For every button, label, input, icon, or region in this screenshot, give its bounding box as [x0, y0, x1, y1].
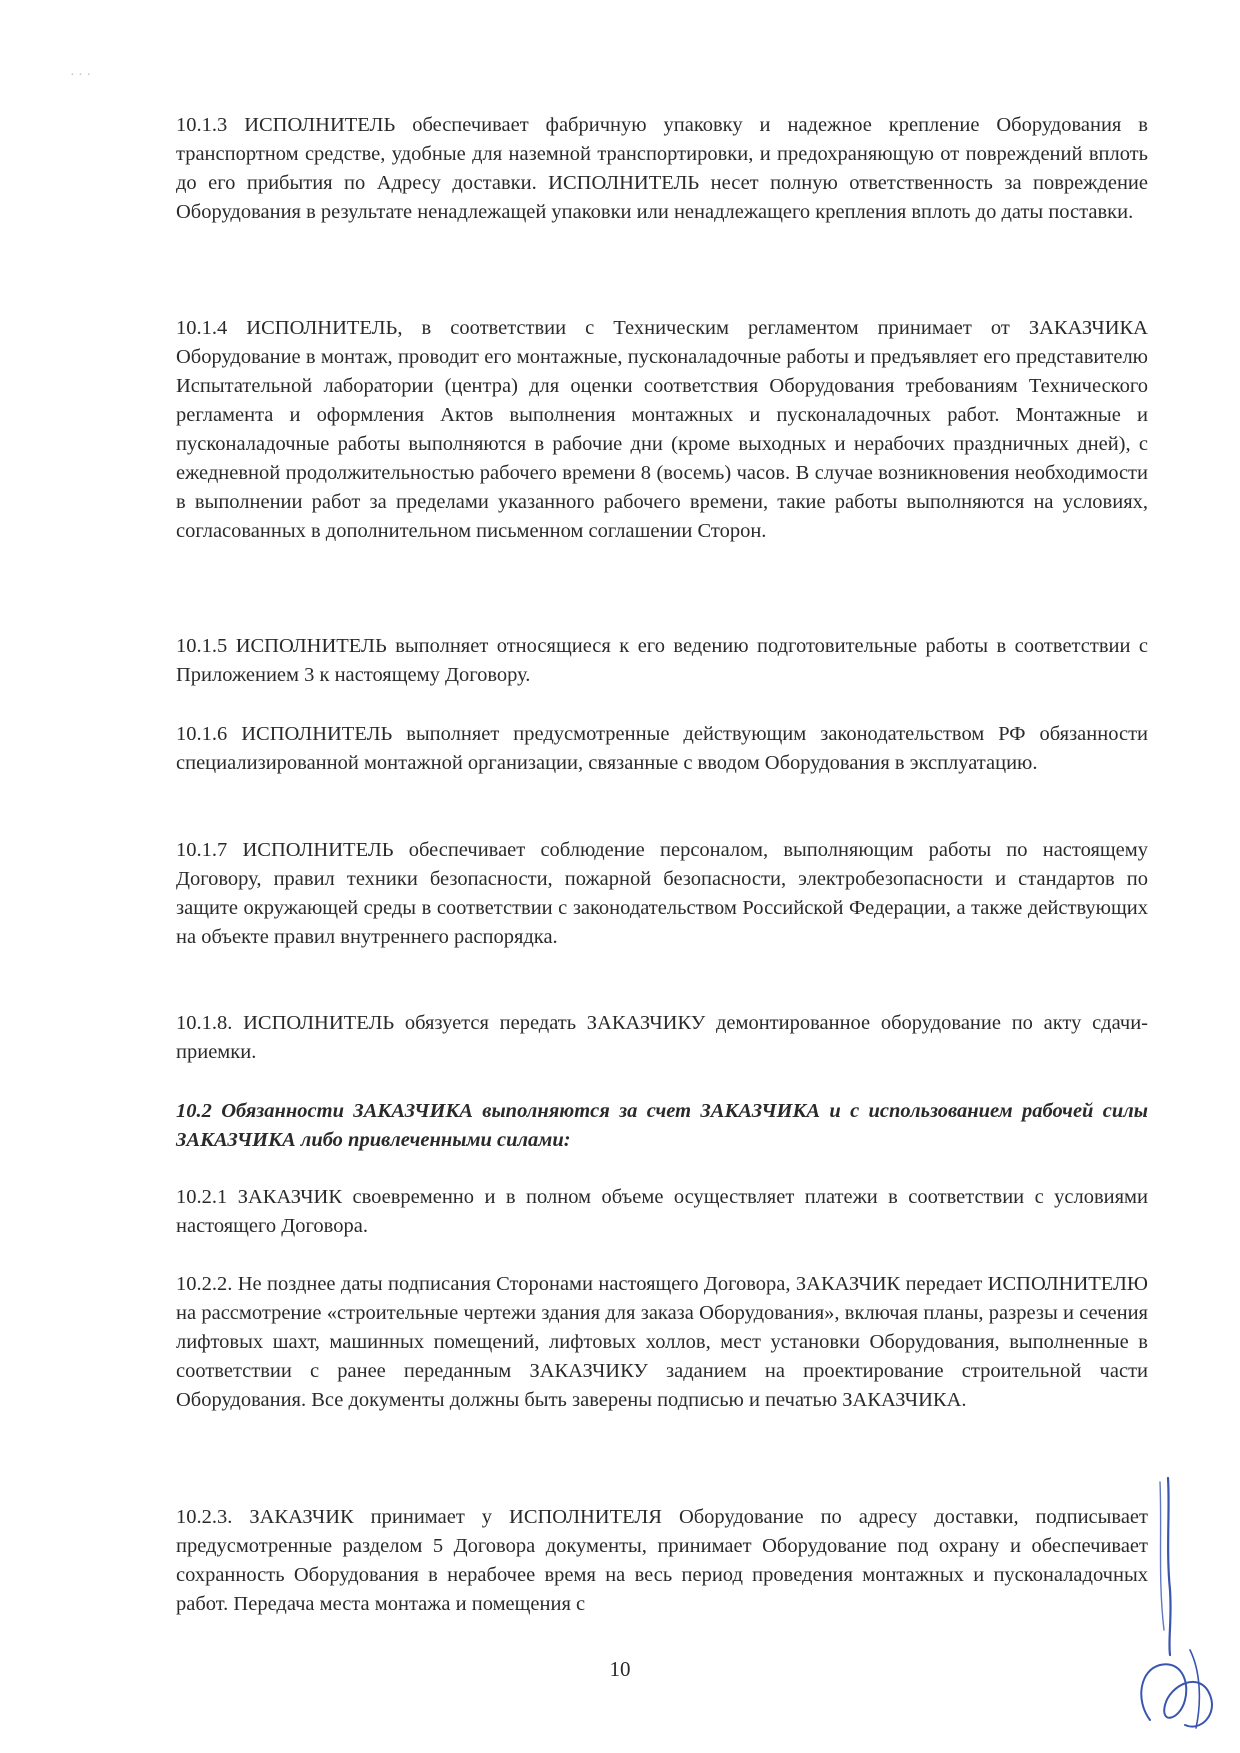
paragraph-10-2-3: [176, 1503, 1148, 1619]
paragraph-text: 10.1.6 ИСПОЛНИТЕЛЬ выполняет предусмотренные действующим законодательством РФ обязанности специализированной монтажной организации, связанные с вводом Оборудования в эксплуатацию.: [176, 723, 1148, 774]
paragraph-10-1-8: [176, 1009, 1148, 1067]
paragraph-text: 10.1.4 ИСПОЛНИТЕЛЬ, в соответствии с Техническим регламентом принимает от ЗАКАЗЧИКА Оборудование в монтаж, проводит его монтажные, пусконаладочные работы и предъявляет его представителю Испытательной лаборатории (центра) для оценки соответствия Оборудования требованиям Технического регламента и оформления Актов выполнения монтажных и пусконаладочных работ. Монтажные и пусконаладочные работы выполняются в рабочие дни (кроме выходных и нерабочих праздничных дней), с ежедневной продолжительностью рабочего времени 8 (восемь) часов. В случае возникновения необходимости в выполнении работ за пределами указанного рабочего времени, такие работы выполняются на условиях, согласованных в дополнительном письменном соглашении Сторон.: [176, 317, 1148, 542]
paragraph-10-1-5: [176, 632, 1148, 690]
paragraph-text: 10.2.3. ЗАКАЗЧИК принимает у ИСПОЛНИТЕЛЯ Оборудование по адресу доставки, подписывает предусмотренные разделом 5 Договора документы, принимает Оборудование под охрану и обеспечивает сохранность Оборудования в нерабочее время на весь период проведения монтажных и пусконаладочных работ. Передача места монтажа и помещения с: [176, 1506, 1148, 1615]
paragraph-text: 10.1.8. ИСПОЛНИТЕЛЬ обязуется передать ЗАКАЗЧИКУ демонтированное оборудование по акту сдачи-приемки.: [176, 1012, 1148, 1063]
paragraph-text: 10.1.3 ИСПОЛНИТЕЛЬ обеспечивает фабричную упаковку и надежное крепление Оборудования в транспортном средстве, удобные для наземной транспортировки, и предохраняющую от повреждений вплоть до его прибытия по Адресу доставки. ИСПОЛНИТЕЛЬ несет полную ответственность за повреждение Оборудования в результате ненадлежащей упаковки или ненадлежащего крепления вплоть до даты поставки.: [176, 114, 1148, 223]
paragraph-text: 10.1.5 ИСПОЛНИТЕЛЬ выполняет относящиеся к его ведению подготовительные работы в соответствии с Приложением 3 к настоящему Договору.: [176, 635, 1148, 686]
paragraph-10-1-3: [176, 111, 1148, 227]
page-number: 10: [609, 1657, 631, 1681]
paragraph-10-1-4: [176, 314, 1148, 546]
handwritten-signature: [1130, 1470, 1230, 1740]
paragraph-text: 10.2.1 ЗАКАЗЧИК своевременно и в полном объеме осуществляет платежи в соответствии с условиями настоящего Договора.: [176, 1186, 1148, 1237]
paragraph-10-1-6: [176, 720, 1148, 778]
scan-artifact: · · ·: [70, 68, 91, 83]
paragraph-10-1-7: [176, 836, 1148, 952]
paragraph-10-2-2: [176, 1270, 1148, 1415]
signature-mark: [1130, 1470, 1230, 1740]
paragraph-text: 10.2.2. Не позднее даты подписания Сторонами настоящего Договора, ЗАКАЗЧИК передает ИСПОЛНИТЕЛЮ на рассмотрение «строительные чертежи здания для заказа Оборудования», включая планы, разрезы и сечения лифтовых шахт, машинных помещений, лифтовых холлов, мест установки Оборудования, выполненные в соответствии с ранее переданным ЗАКАЗЧИКУ заданием на проектирование строительной части Оборудования. Все документы должны быть заверены подписью и печатью ЗАКАЗЧИКА.: [176, 1273, 1148, 1411]
heading-text: 10.2 Обязанности ЗАКАЗЧИКА выполняются за счет ЗАКАЗЧИКА и с использованием рабочей силы ЗАКАЗЧИКА либо привлеченными силами:: [176, 1100, 1148, 1151]
paragraph-text: 10.1.7 ИСПОЛНИТЕЛЬ обеспечивает соблюдение персоналом, выполняющим работы по настоящему Договору, правил техники безопасности, пожарной безопасности, электробезопасности и стандартов по защите окружающей среды в соответствии с законодательством Российской Федерации, а также действующих на объекте правил внутреннего распорядка.: [176, 839, 1148, 948]
paragraph-10-2-1: [176, 1183, 1148, 1241]
section-heading-10-2: [176, 1097, 1148, 1155]
